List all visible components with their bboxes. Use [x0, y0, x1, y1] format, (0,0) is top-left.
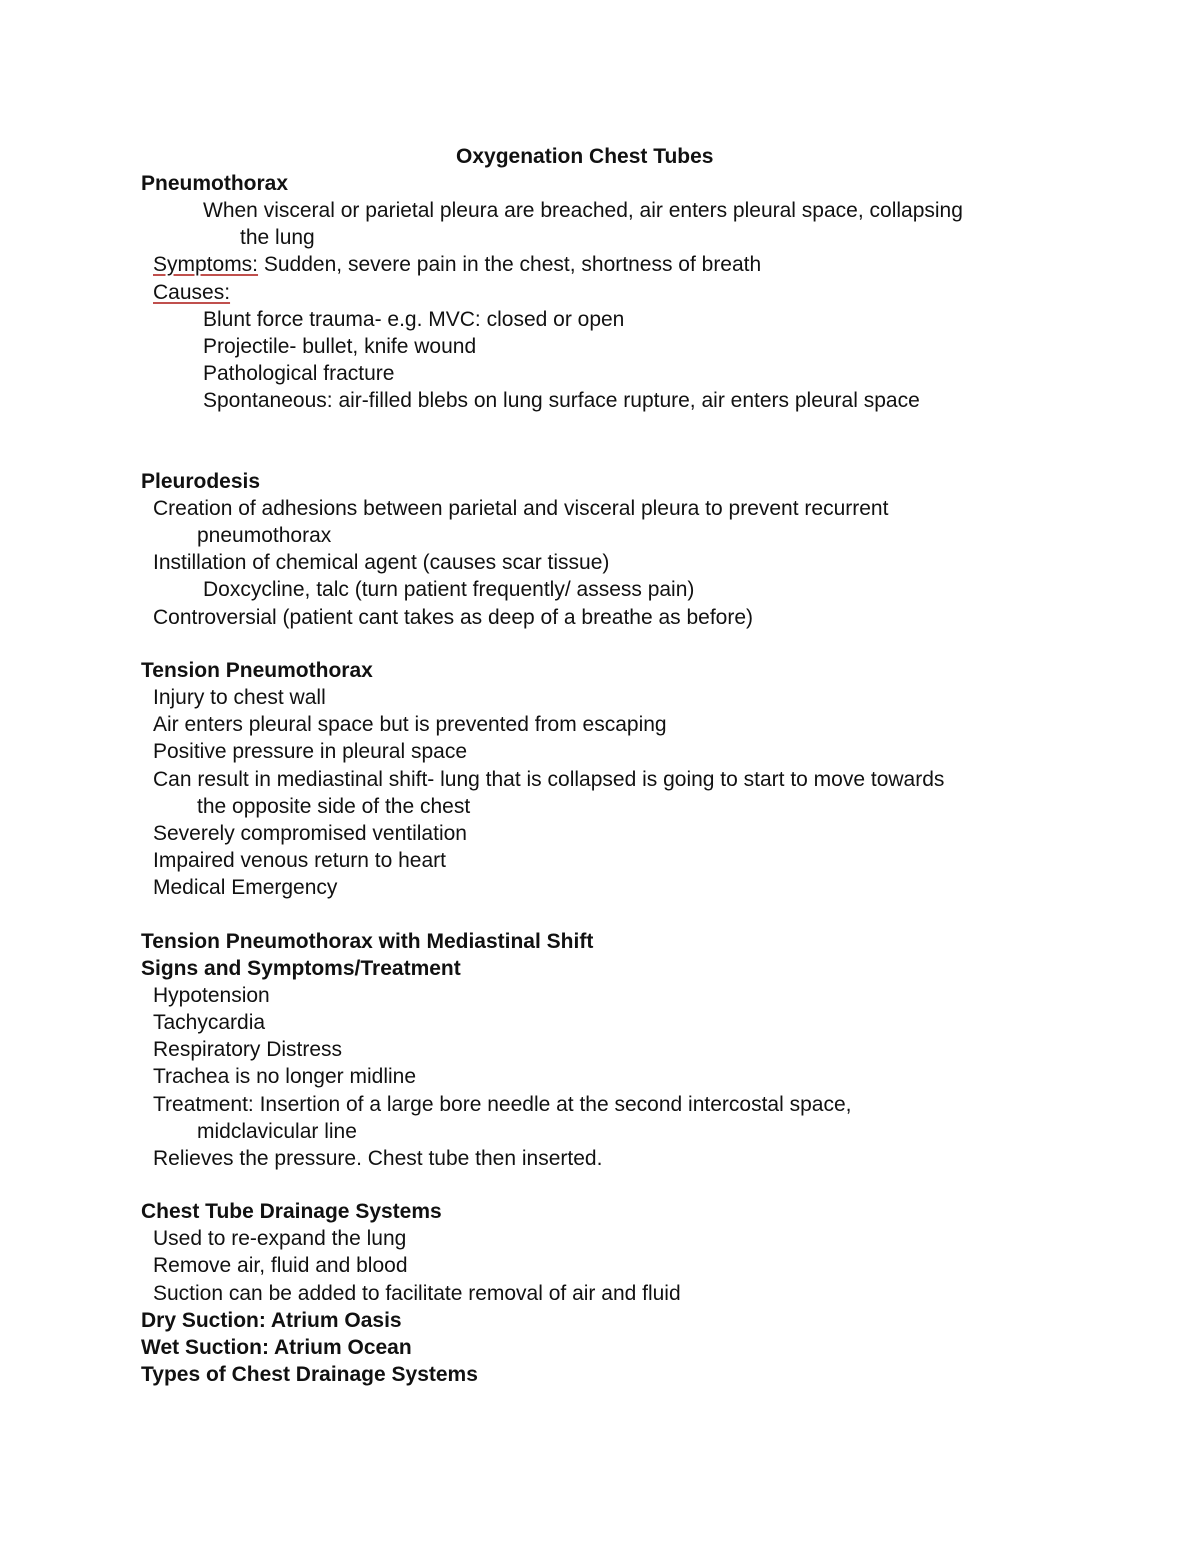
drainage-line: Used to re-expand the lung	[153, 1227, 407, 1250]
tension-line: Can result in mediastinal shift- lung that is collapsed is going to start to move towards	[153, 768, 945, 791]
tension-line: the opposite side of the chest	[197, 795, 471, 818]
cause-item: Pathological fracture	[203, 362, 395, 385]
dry-suction-heading: Dry Suction: Atrium Oasis	[141, 1309, 402, 1332]
pleurodesis-line: Controversial (patient cant takes as deep of a breathe as before)	[153, 606, 754, 629]
pneumothorax-definition-line-2: the lung	[240, 226, 315, 249]
section-heading-signs-symptoms: Signs and Symptoms/Treatment	[141, 957, 461, 980]
symptoms-text: Sudden, severe pain in the chest, shortness of breath	[258, 253, 762, 276]
pneumothorax-causes	[153, 279, 230, 306]
tension-line: Air enters pleural space but is prevented from escaping	[153, 713, 667, 736]
section-heading-tension-pneumothorax: Tension Pneumothorax	[141, 659, 373, 682]
section-heading-pneumothorax: Pneumothorax	[141, 172, 289, 195]
shift-line: midclavicular line	[197, 1120, 357, 1143]
tension-line: Severely compromised ventilation	[153, 822, 467, 845]
cause-item: Projectile- bullet, knife wound	[203, 335, 477, 358]
pleurodesis-line: Doxcycline, talc (turn patient frequently/ assess pain)	[203, 578, 695, 601]
page-title: Oxygenation Chest Tubes	[456, 145, 714, 168]
section-heading-pleurodesis: Pleurodesis	[141, 470, 261, 493]
drainage-line: Suction can be added to facilitate removal of air and fluid	[153, 1282, 681, 1305]
tension-line: Positive pressure in pleural space	[153, 740, 467, 763]
wet-suction-heading: Wet Suction: Atrium Ocean	[141, 1336, 412, 1359]
pneumothorax-symptoms	[153, 251, 761, 278]
shift-line: Trachea is no longer midline	[153, 1065, 417, 1088]
drainage-line: Remove air, fluid and blood	[153, 1254, 408, 1277]
pneumothorax-definition-line-1: When visceral or parietal pleura are breached, air enters pleural space, collapsing	[203, 199, 963, 222]
tension-line: Impaired venous return to heart	[153, 849, 446, 872]
shift-line: Treatment: Insertion of a large bore needle at the second intercostal space,	[153, 1093, 852, 1116]
types-drainage-heading: Types of Chest Drainage Systems	[141, 1363, 478, 1386]
cause-item: Spontaneous: air-filled blebs on lung surface rupture, air enters pleural space	[203, 389, 920, 412]
shift-line: Respiratory Distress	[153, 1038, 343, 1061]
shift-line: Hypotension	[153, 984, 270, 1007]
pleurodesis-line: Instillation of chemical agent (causes scar tissue)	[153, 551, 610, 574]
pleurodesis-line: Creation of adhesions between parietal and visceral pleura to prevent recurrent	[153, 497, 889, 520]
tension-line: Medical Emergency	[153, 876, 338, 899]
tension-line: Injury to chest wall	[153, 686, 326, 709]
symptoms-label: Symptoms:	[153, 253, 259, 276]
causes-label: Causes:	[153, 281, 231, 304]
section-heading-drainage-systems: Chest Tube Drainage Systems	[141, 1200, 442, 1223]
cause-item: Blunt force trauma- e.g. MVC: closed or open	[203, 308, 625, 331]
pleurodesis-line: pneumothorax	[197, 524, 332, 547]
shift-line: Tachycardia	[153, 1011, 266, 1034]
shift-line: Relieves the pressure. Chest tube then inserted.	[153, 1147, 603, 1170]
section-heading-mediastinal-shift: Tension Pneumothorax with Mediastinal Shift	[141, 930, 594, 953]
